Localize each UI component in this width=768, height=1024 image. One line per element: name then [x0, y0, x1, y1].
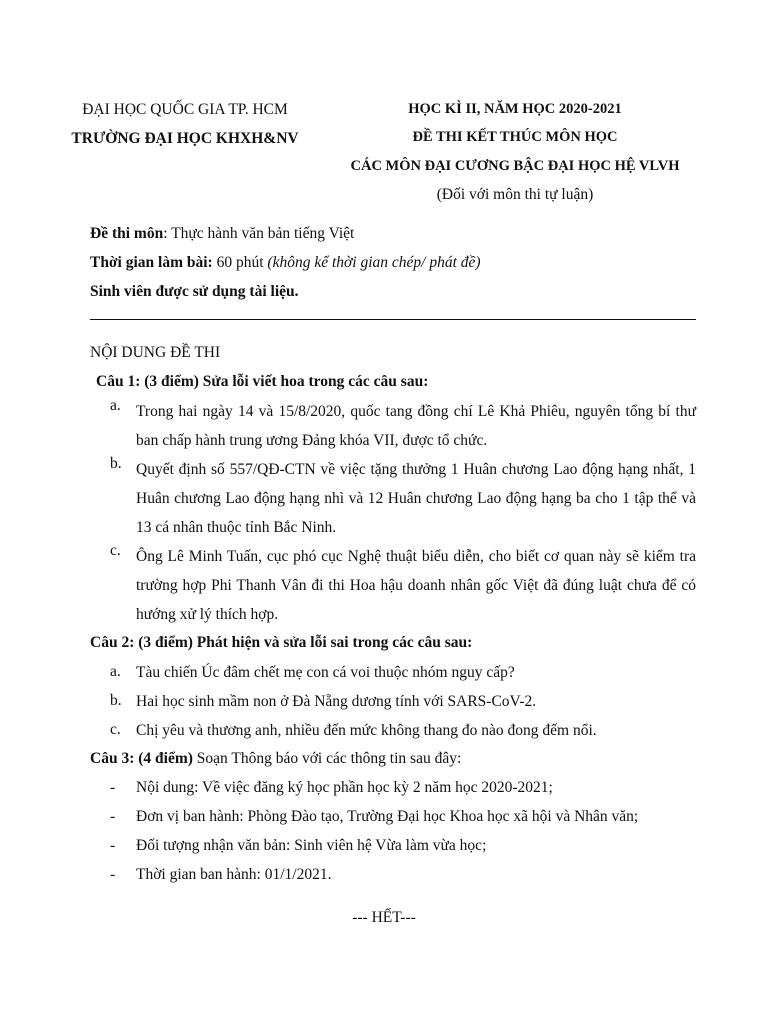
- question-2-title: Câu 2: (3 điểm) Phát hiện và sửa lỗi sai trong các câu sau:: [90, 634, 473, 651]
- item-marker: c.: [110, 542, 121, 559]
- question-3-label: Câu 3: (4 điểm): [90, 750, 193, 767]
- item-marker: a.: [110, 663, 121, 680]
- dash-marker: -: [110, 837, 116, 854]
- subject-value: : Thực hành văn bản tiếng Việt: [163, 225, 355, 242]
- university-name: ĐẠI HỌC QUỐC GIA TP. HCM: [82, 101, 288, 118]
- item-marker: c.: [110, 721, 121, 738]
- time-note: (không kể thời gian chép/ phát đề): [267, 254, 481, 271]
- item-text: Tàu chiến Úc đâm chết mẹ con cá voi thuộc nhóm nguy cấp?: [136, 664, 515, 681]
- question-3-item: [110, 837, 486, 855]
- item-text: Đối tượng nhận văn bản: Sinh viên hệ Vừa làm vừa học;: [136, 837, 487, 854]
- dash-marker: -: [110, 808, 116, 825]
- question-3-item: [110, 808, 638, 826]
- subject-label: Đề thi môn: [90, 225, 164, 242]
- question-3-item: [110, 866, 331, 884]
- item-marker: b.: [110, 692, 122, 709]
- question-3-item: [110, 779, 553, 797]
- subject-line: [90, 225, 354, 243]
- semester-title: HỌC KÌ II, NĂM HỌC 2020-2021: [408, 101, 622, 117]
- exam-title: ĐỀ THI KẾT THÚC MÔN HỌC: [412, 129, 618, 145]
- time-value: 60 phút: [212, 254, 268, 271]
- time-line: [90, 254, 481, 272]
- end-mark: --- HẾT---: [352, 909, 416, 926]
- school-name: TRƯỜNG ĐẠI HỌC KHXH&NV: [71, 130, 299, 147]
- dash-marker: -: [110, 866, 116, 883]
- item-marker: b.: [110, 455, 122, 472]
- header-divider: [90, 319, 696, 320]
- exam-subtitle: CÁC MÔN ĐẠI CƯƠNG BẬC ĐẠI HỌC HỆ VLVH: [350, 158, 680, 174]
- item-text: Đơn vị ban hành: Phòng Đào tạo, Trường Đại học Khoa học xã hội và Nhân văn;: [136, 808, 639, 825]
- question-3-title: [90, 750, 461, 768]
- content-title: NỘI DUNG ĐỀ THI: [90, 344, 221, 361]
- item-text: Ông Lê Minh Tuấn, cục phó cục Nghệ thuật biểu diễn, cho biết cơ quan này sẽ kiểm tra trường hợp Phi Thanh Vân đi thi Hoa hậu doanh nhân gốc Việt đã đúng luật chưa để có hướng xử lý thích hợp.: [136, 548, 696, 623]
- dash-marker: -: [110, 779, 116, 796]
- item-text: Thời gian ban hành: 01/1/2021.: [136, 866, 332, 883]
- time-label: Thời gian làm bài:: [90, 254, 213, 271]
- item-text: Hai học sinh mầm non ở Đà Nẵng dương tính với SARS-CoV-2.: [136, 693, 537, 710]
- item-text: Trong hai ngày 14 và 15/8/2020, quốc tang đồng chí Lê Khả Phiêu, nguyên tổng bí thư ban chấp hành trung ương Đảng khóa VII, được tổ chức.: [136, 403, 696, 449]
- materials-note: Sinh viên được sử dụng tài liệu.: [90, 283, 299, 300]
- item-text: Nội dung: Về việc đăng ký học phần học kỳ 2 năm học 2020-2021;: [136, 779, 553, 796]
- item-marker: a.: [110, 397, 121, 414]
- question-3-instruction: Soạn Thông báo với các thông tin sau đây:: [192, 750, 462, 767]
- question-1-title: Câu 1: (3 điểm) Sửa lỗi viết hoa trong các câu sau:: [96, 373, 429, 390]
- item-text: Quyết định số 557/QĐ-CTN về việc tặng thưởng 1 Huân chương Lao động hạng nhất, 1 Huân chương Lao động hạng nhì và 12 Huân chương Lao động hạng ba cho 1 tập thể và 13 cá nhân thuộc tỉnh Bắc Ninh.: [136, 461, 696, 536]
- exam-format-note: (Đối với môn thi tự luận): [436, 186, 594, 203]
- item-text: Chị yêu và thương anh, nhiều đến mức không thang đo nào đong đếm nổi.: [136, 722, 597, 739]
